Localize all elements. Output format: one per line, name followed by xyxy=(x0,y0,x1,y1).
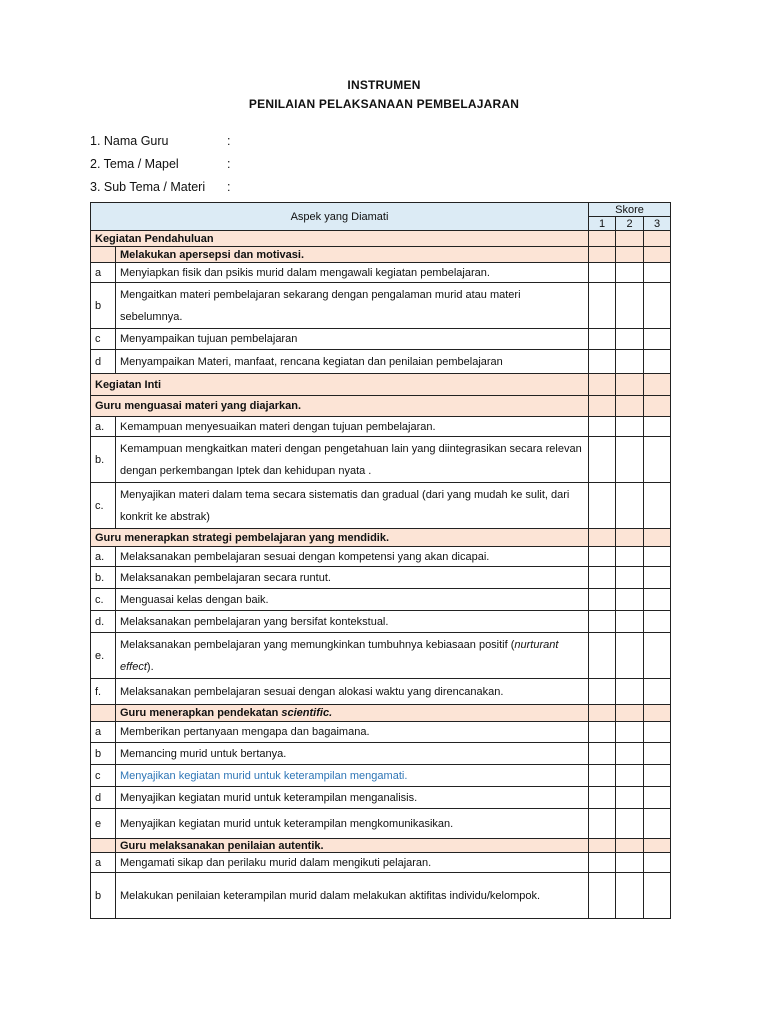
table-row xyxy=(91,873,671,919)
item-number: a xyxy=(91,853,116,873)
table-row xyxy=(91,765,671,787)
item-number: b xyxy=(91,743,116,765)
subsection-title xyxy=(116,705,589,722)
score-cell[interactable] xyxy=(589,787,616,809)
table-row xyxy=(91,329,671,350)
item-number: d xyxy=(91,787,116,809)
table-row xyxy=(91,589,671,611)
table-row xyxy=(91,483,671,529)
item-text: Memberikan pertanyaan mengapa dan bagaimana. xyxy=(116,722,589,743)
table-row xyxy=(91,417,671,437)
identity-colon: : xyxy=(227,134,231,148)
score-cell[interactable] xyxy=(589,809,616,839)
item-text: Menyiapkan fisik dan psikis murid dalam mengawali kegiatan pembelajaran. xyxy=(116,263,589,283)
score-cell[interactable] xyxy=(589,743,616,765)
score-cell[interactable] xyxy=(644,437,671,483)
score-cell[interactable] xyxy=(589,483,616,529)
score-cell[interactable] xyxy=(644,765,671,787)
score-cell[interactable] xyxy=(616,483,644,529)
section-row xyxy=(91,231,671,247)
subsection-title: Guru menguasai materi yang diajarkan. xyxy=(91,396,589,417)
score-cell[interactable] xyxy=(589,633,616,679)
table-row xyxy=(91,350,671,374)
table-row xyxy=(91,263,671,283)
identity-colon: : xyxy=(227,180,231,194)
score-cell[interactable] xyxy=(616,611,644,633)
score-cell[interactable] xyxy=(589,263,616,283)
table-row xyxy=(91,567,671,589)
item-text: Mengamati sikap dan perilaku murid dalam mengikuti pelajaran. xyxy=(116,853,589,873)
score-cell[interactable] xyxy=(644,589,671,611)
item-text: Melakukan penilaian keterampilan murid dalam melakukan aktifitas individu/kelompok. xyxy=(116,873,589,919)
score-cell[interactable] xyxy=(644,547,671,567)
score-cell[interactable] xyxy=(616,567,644,589)
item-number: a. xyxy=(91,547,116,567)
section-title: Kegiatan Inti xyxy=(91,374,589,396)
subsection-title-emphasis: scientific. xyxy=(281,707,333,719)
item-number: b. xyxy=(91,437,116,483)
score-cell[interactable] xyxy=(644,283,671,329)
item-text-part: ). xyxy=(146,660,154,673)
table-row xyxy=(91,611,671,633)
identity-nama-guru xyxy=(90,134,230,148)
score-cell[interactable] xyxy=(616,350,644,374)
score-cell[interactable] xyxy=(644,483,671,529)
assessment-table xyxy=(90,202,671,919)
score-cell[interactable] xyxy=(616,437,644,483)
score-cell[interactable] xyxy=(589,567,616,589)
table-row xyxy=(91,787,671,809)
score-cell[interactable] xyxy=(616,417,644,437)
item-text: Menyajikan kegiatan murid untuk keterampilan mengamati. xyxy=(116,765,589,787)
item-number: d. xyxy=(91,611,116,633)
score-cell[interactable] xyxy=(589,679,616,705)
subsection-row xyxy=(91,705,671,722)
item-text: Memancing murid untuk bertanya. xyxy=(116,743,589,765)
item-text: Melaksanakan pembelajaran secara runtut. xyxy=(116,567,589,589)
score-cell[interactable] xyxy=(644,679,671,705)
item-text: Melaksanakan pembelajaran yang bersifat kontekstual. xyxy=(116,611,589,633)
item-text: Melaksanakan pembelajaran sesuai dengan kompetensi yang akan dicapai. xyxy=(116,547,589,567)
score-cell[interactable] xyxy=(589,873,616,919)
item-number: b. xyxy=(91,567,116,589)
table-row xyxy=(91,853,671,873)
table-header-row xyxy=(91,203,671,217)
item-number: c xyxy=(91,765,116,787)
score-cell[interactable] xyxy=(589,722,616,743)
item-text: Menyajikan kegiatan murid untuk keterampilan mengkomunikasikan. xyxy=(116,809,589,839)
subsection-row xyxy=(91,396,671,417)
item-number: e xyxy=(91,809,116,839)
item-number: a xyxy=(91,263,116,283)
item-number: f. xyxy=(91,679,116,705)
item-text: Menyajikan kegiatan murid untuk keterampilan menganalisis. xyxy=(116,787,589,809)
subsection-row xyxy=(91,529,671,547)
score-cell[interactable] xyxy=(616,679,644,705)
score-cell[interactable] xyxy=(644,567,671,589)
subsection-title: Guru melaksanakan penilaian autentik. xyxy=(116,839,589,853)
subsection-title: Guru menerapkan strategi pembelajaran yang mendidik. xyxy=(91,529,589,547)
identity-tema-mapel xyxy=(90,157,230,171)
score-cell[interactable] xyxy=(589,853,616,873)
section-title: Kegiatan Pendahuluan xyxy=(91,231,589,247)
score-cell[interactable] xyxy=(616,547,644,567)
item-text-emphasis: nurturant effect xyxy=(120,638,559,673)
score-cell[interactable] xyxy=(589,350,616,374)
aspect-header: Aspek yang Diamati xyxy=(91,203,589,231)
score-cell[interactable] xyxy=(616,329,644,350)
identity-label: 3. Sub Tema / Materi xyxy=(90,180,206,194)
section-row xyxy=(91,374,671,396)
item-text: Menyajikan materi dalam tema secara sistematis dan gradual (dari yang mudah ke sulit, dari konkrit ke abstrak) xyxy=(116,483,589,529)
score-cell[interactable] xyxy=(589,283,616,329)
table-row xyxy=(91,633,671,679)
item-number: c. xyxy=(91,589,116,611)
score-cell[interactable] xyxy=(616,743,644,765)
document-title: INSTRUMEN xyxy=(347,78,421,92)
score-cell[interactable] xyxy=(644,743,671,765)
item-number: e. xyxy=(91,633,116,679)
item-number: b xyxy=(91,283,116,329)
score-cell[interactable] xyxy=(589,611,616,633)
score-cell[interactable] xyxy=(644,417,671,437)
table-row xyxy=(91,809,671,839)
score-cell[interactable] xyxy=(616,853,644,873)
item-text: Mengaitkan materi pembelajaran sekarang dengan pengalaman murid atau materi sebelumnya. xyxy=(116,283,589,329)
table-row xyxy=(91,283,671,329)
score-cell[interactable] xyxy=(644,329,671,350)
item-number: c xyxy=(91,329,116,350)
identity-label: 1. Nama Guru xyxy=(90,134,169,148)
identity-colon: : xyxy=(227,157,231,171)
item-number: b xyxy=(91,873,116,919)
identity-label: 2. Tema / Mapel xyxy=(90,157,179,171)
identity-sub-tema xyxy=(90,180,230,194)
table-row xyxy=(91,679,671,705)
score-cell[interactable] xyxy=(589,417,616,437)
score-cell[interactable] xyxy=(644,873,671,919)
item-number: d xyxy=(91,350,116,374)
score-cell[interactable] xyxy=(616,263,644,283)
score-col-3: 3 xyxy=(644,217,671,231)
score-cell[interactable] xyxy=(589,765,616,787)
table-row xyxy=(91,437,671,483)
score-cell[interactable] xyxy=(589,437,616,483)
score-cell[interactable] xyxy=(644,853,671,873)
score-cell[interactable] xyxy=(616,809,644,839)
item-text: Menyampaikan tujuan pembelajaran xyxy=(116,329,589,350)
score-cell[interactable] xyxy=(616,765,644,787)
score-cell[interactable] xyxy=(589,547,616,567)
item-text xyxy=(116,633,589,679)
subsection-title-part: Guru menerapkan pendekatan xyxy=(120,707,282,719)
item-number: a xyxy=(91,722,116,743)
score-cell[interactable] xyxy=(644,809,671,839)
item-number: a. xyxy=(91,417,116,437)
subsection-row xyxy=(91,247,671,263)
score-cell[interactable] xyxy=(644,611,671,633)
score-col-1: 1 xyxy=(589,217,616,231)
score-cell[interactable] xyxy=(616,722,644,743)
item-text: Kemampuan mengkaitkan materi dengan pengetahuan lain yang diintegrasikan secara relevan dengan perkembangan Iptek dan kehidupan nyata . xyxy=(116,437,589,483)
score-cell[interactable] xyxy=(644,722,671,743)
subsection-row xyxy=(91,839,671,853)
score-col-2: 2 xyxy=(616,217,644,231)
score-cell[interactable] xyxy=(616,787,644,809)
skore-header: Skore xyxy=(589,203,671,217)
subsection-title: Melakukan apersepsi dan motivasi. xyxy=(116,247,589,263)
table-row xyxy=(91,547,671,567)
item-text: Melaksanakan pembelajaran sesuai dengan alokasi waktu yang direncanakan. xyxy=(116,679,589,705)
score-cell[interactable] xyxy=(644,633,671,679)
document-subtitle: PENILAIAN PELAKSANAAN PEMBELAJARAN xyxy=(248,97,520,111)
score-cell[interactable] xyxy=(589,329,616,350)
item-text: Menguasai kelas dengan baik. xyxy=(116,589,589,611)
score-cell[interactable] xyxy=(589,589,616,611)
score-cell[interactable] xyxy=(616,633,644,679)
item-number: c. xyxy=(91,483,116,529)
item-text: Kemampuan menyesuaikan materi dengan tujuan pembelajaran. xyxy=(116,417,589,437)
score-cell[interactable] xyxy=(644,787,671,809)
score-cell[interactable] xyxy=(644,263,671,283)
score-cell[interactable] xyxy=(616,283,644,329)
item-text: Menyampaikan Materi, manfaat, rencana kegiatan dan penilaian pembelajaran xyxy=(116,350,589,374)
table-row xyxy=(91,743,671,765)
score-cell[interactable] xyxy=(616,589,644,611)
score-cell[interactable] xyxy=(644,350,671,374)
item-text-part: Melaksanakan pembelajaran yang memungkinkan tumbuhnya kebiasaan positif ( xyxy=(120,638,515,651)
score-cell[interactable] xyxy=(616,873,644,919)
table-row xyxy=(91,722,671,743)
